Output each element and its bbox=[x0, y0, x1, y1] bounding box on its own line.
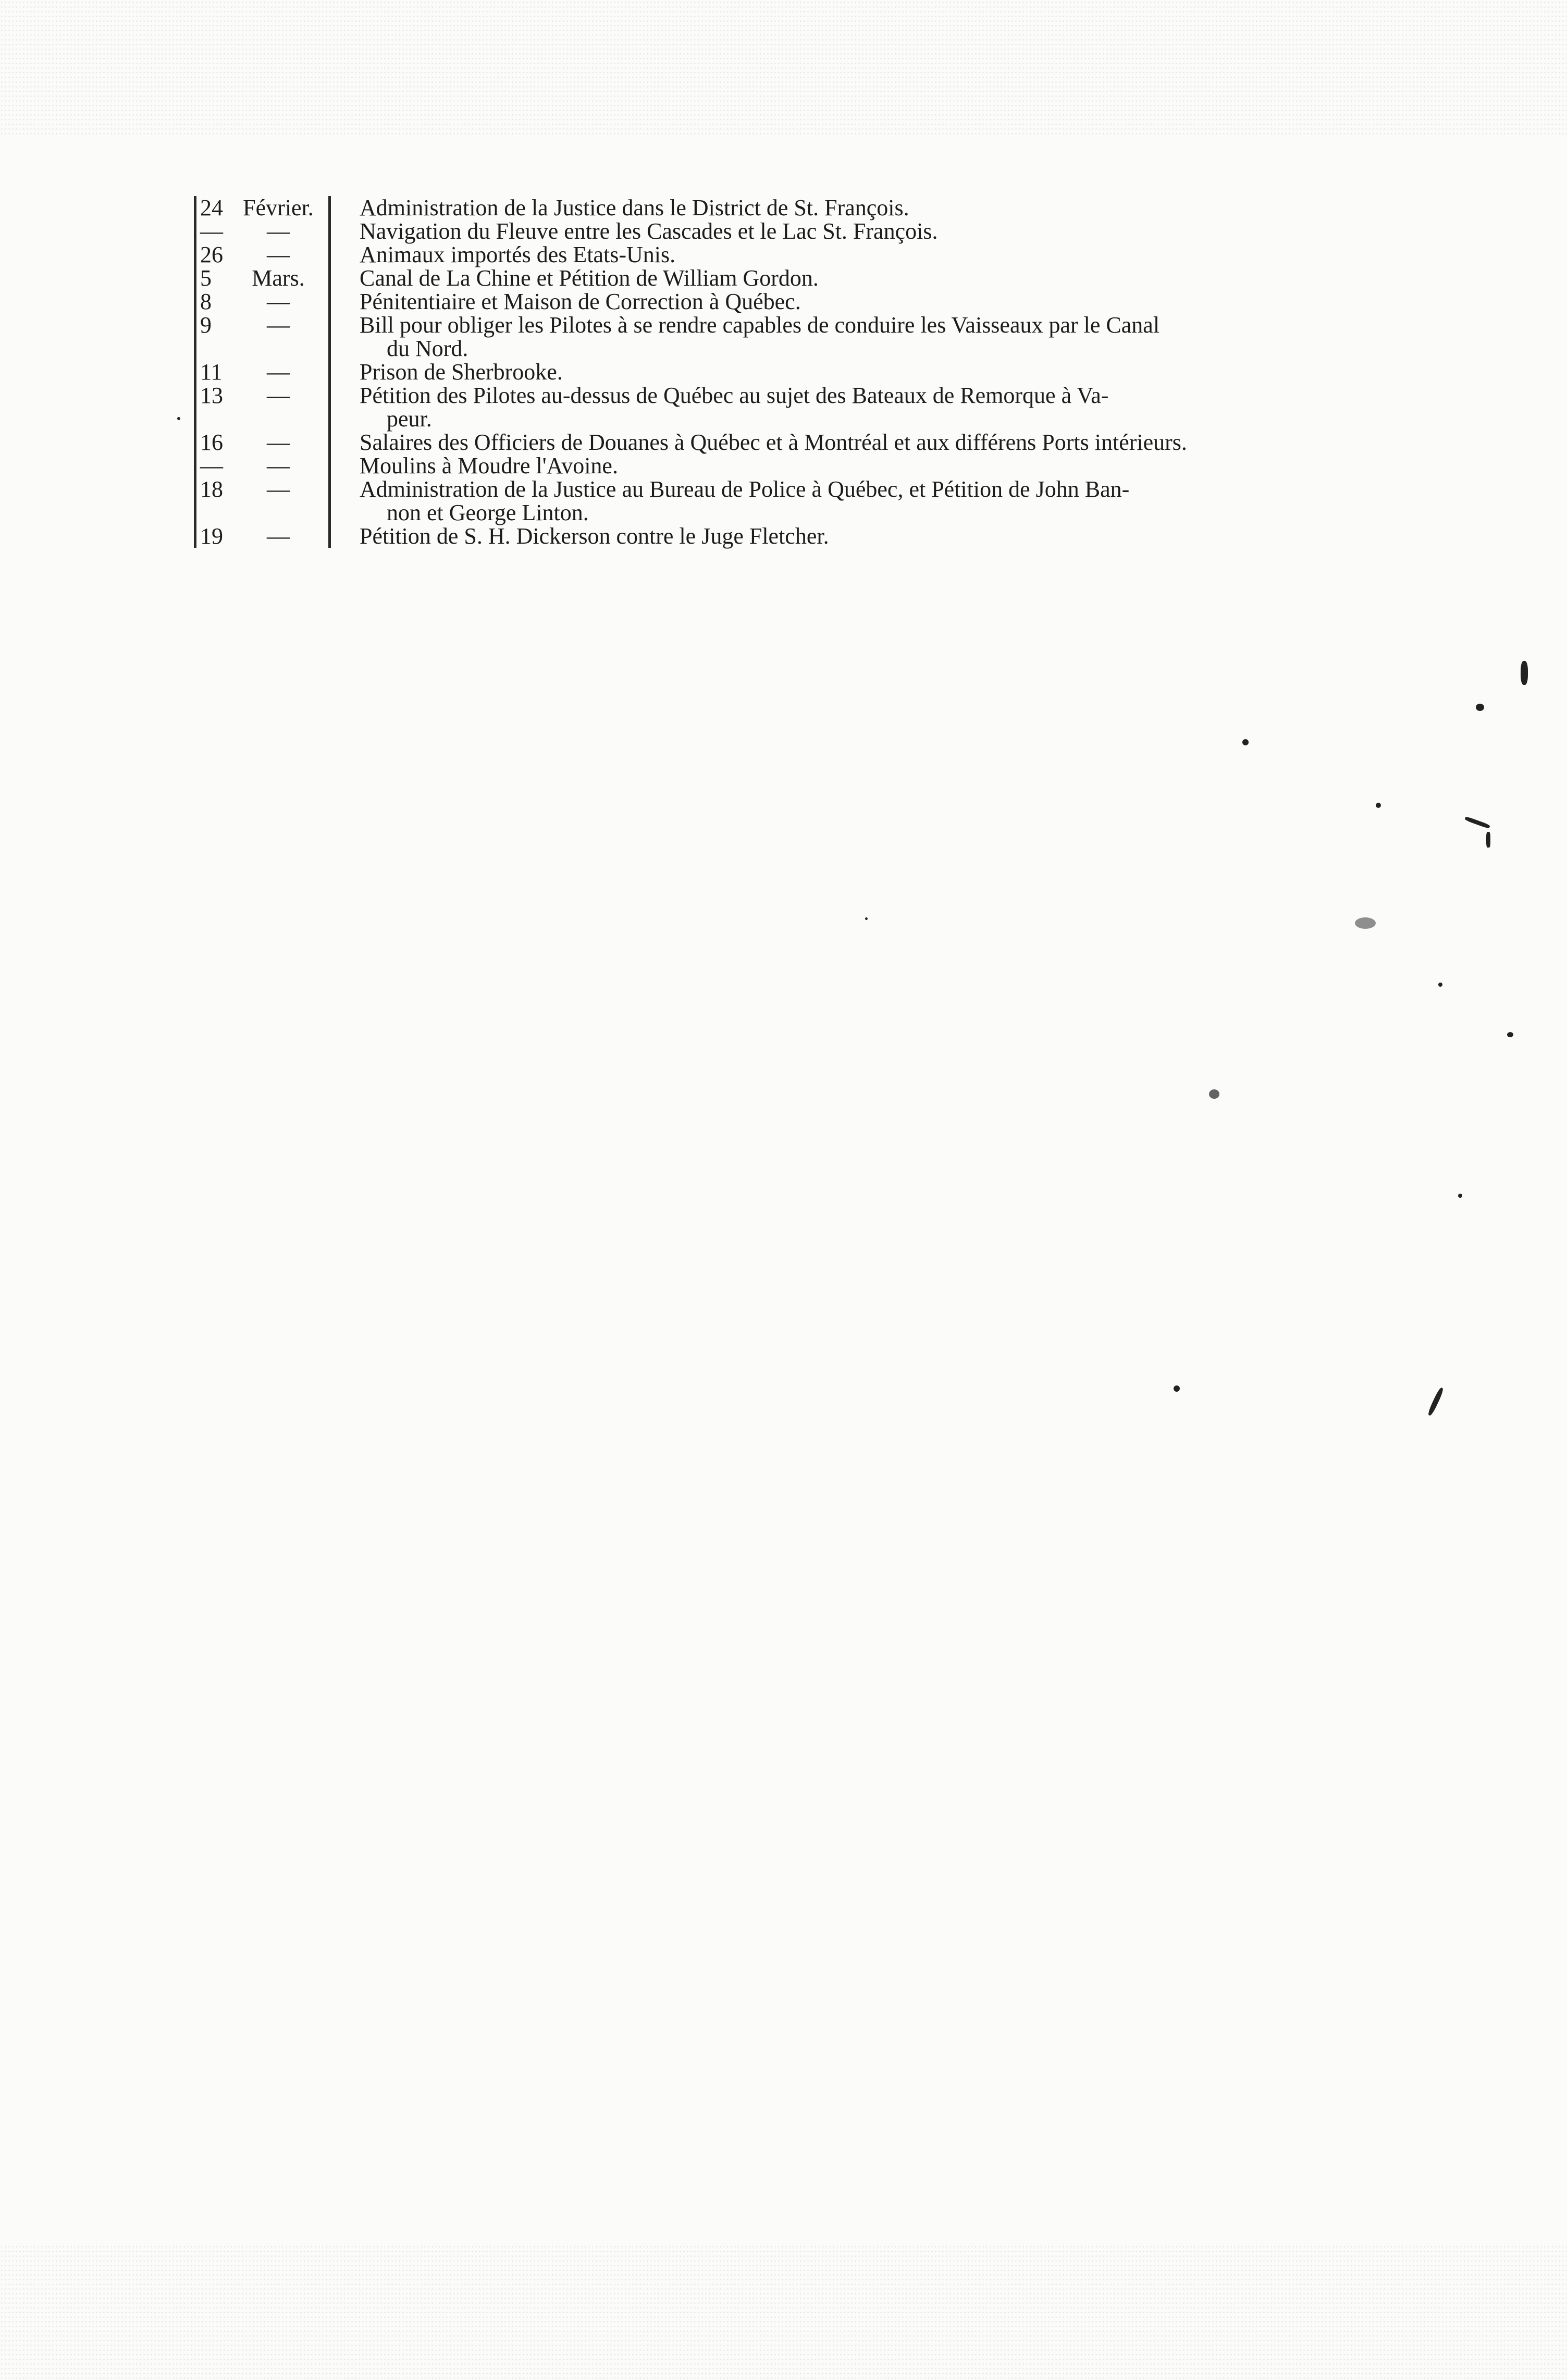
index-row bbox=[194, 290, 1304, 313]
left-rule bbox=[194, 290, 196, 313]
left-rule bbox=[194, 477, 196, 524]
month: Mars. bbox=[252, 265, 305, 291]
month: — bbox=[267, 383, 290, 408]
ink-speck bbox=[1464, 816, 1490, 829]
left-rule bbox=[194, 524, 196, 548]
date-cell bbox=[194, 384, 328, 407]
date-cell bbox=[194, 290, 328, 313]
ink-speck bbox=[1486, 832, 1490, 848]
month: — bbox=[267, 218, 290, 244]
subject-continuation: du Nord. bbox=[387, 336, 468, 361]
index-row bbox=[194, 219, 1304, 243]
ink-speck bbox=[1427, 1387, 1445, 1417]
day: 18 bbox=[200, 476, 223, 502]
ink-speck bbox=[1507, 1032, 1513, 1037]
date-cell bbox=[194, 524, 328, 548]
day: 11 bbox=[200, 359, 223, 385]
index-table bbox=[194, 196, 1304, 548]
subject-text: Administration de la Justice au Bureau de Police à Québec, et Pétition de John Ban- bbox=[360, 476, 1130, 502]
month: — bbox=[267, 430, 290, 455]
column-rule bbox=[328, 266, 331, 290]
column-rule bbox=[328, 243, 331, 266]
date-cell bbox=[194, 196, 328, 219]
month: — bbox=[267, 523, 290, 549]
subject: Moulins à Moudre l'Avoine. bbox=[360, 453, 618, 479]
day: 8 bbox=[200, 289, 212, 314]
subject: Salaires des Officiers de Douanes à Québec et à Montréal et aux différens Ports intérieurs. bbox=[360, 430, 1187, 455]
subject: Pétition de S. H. Dickerson contre le Juge Fletcher. bbox=[360, 523, 829, 549]
subject: Canal de La Chine et Pétition de William Gordon. bbox=[360, 265, 819, 291]
left-rule bbox=[194, 384, 196, 431]
month: — bbox=[267, 312, 290, 338]
day: 13 bbox=[200, 383, 223, 408]
column-rule bbox=[328, 290, 331, 313]
column-rule bbox=[328, 384, 331, 431]
index-row bbox=[194, 524, 1304, 548]
subject: Navigation du Fleuve entre les Cascades et le Lac St. François. bbox=[360, 218, 938, 244]
subject-text: Pétition des Pilotes au-dessus de Québec au sujet des Bateaux de Remorque à Va- bbox=[360, 383, 1109, 408]
left-rule bbox=[194, 454, 196, 477]
index-row bbox=[194, 360, 1304, 384]
subject-continuation: non et George Linton. bbox=[387, 500, 589, 525]
month: — bbox=[267, 289, 290, 314]
column-rule bbox=[328, 219, 331, 243]
subject bbox=[328, 477, 1304, 524]
month: — bbox=[267, 476, 290, 502]
ink-speck bbox=[1458, 1194, 1462, 1198]
date-cell bbox=[194, 313, 328, 337]
index-row bbox=[194, 196, 1304, 219]
column-rule bbox=[328, 431, 331, 454]
subject-continuation: peur. bbox=[387, 406, 432, 432]
date-cell bbox=[194, 243, 328, 266]
column-rule bbox=[328, 477, 331, 524]
day: 24 bbox=[200, 195, 223, 220]
scan-noise-top bbox=[0, 0, 1567, 136]
left-rule bbox=[194, 360, 196, 384]
day: 16 bbox=[200, 430, 223, 455]
subject: Administration de la Justice dans le District de St. François. bbox=[360, 195, 909, 220]
day: 5 bbox=[200, 265, 212, 291]
column-rule bbox=[328, 524, 331, 548]
left-rule bbox=[194, 243, 196, 266]
left-rule bbox=[194, 431, 196, 454]
date-cell bbox=[194, 360, 328, 384]
day: — bbox=[200, 453, 223, 479]
day: 26 bbox=[200, 242, 223, 267]
subject: Prison de Sherbrooke. bbox=[360, 359, 563, 385]
subject bbox=[328, 313, 1304, 360]
column-rule bbox=[328, 454, 331, 477]
date-cell bbox=[194, 477, 328, 501]
column-rule bbox=[328, 196, 331, 219]
index-row bbox=[194, 243, 1304, 266]
ink-speck bbox=[177, 417, 180, 420]
subject: Animaux importés des Etats-Unis. bbox=[360, 242, 676, 267]
ink-speck bbox=[1355, 917, 1376, 929]
ink-speck bbox=[1209, 1089, 1219, 1099]
date-cell bbox=[194, 266, 328, 290]
ink-speck bbox=[1476, 704, 1484, 711]
ink-speck bbox=[1174, 1385, 1180, 1392]
index-row bbox=[194, 266, 1304, 290]
date-cell bbox=[194, 219, 328, 243]
ink-speck bbox=[865, 917, 868, 920]
month: — bbox=[267, 453, 290, 479]
left-rule bbox=[194, 219, 196, 243]
index-row bbox=[194, 313, 1304, 360]
subject bbox=[328, 384, 1304, 431]
column-rule bbox=[328, 313, 331, 360]
index-row bbox=[194, 384, 1304, 431]
date-cell bbox=[194, 454, 328, 477]
left-rule bbox=[194, 196, 196, 219]
index-row bbox=[194, 431, 1304, 454]
ink-speck bbox=[1242, 739, 1249, 745]
day: — bbox=[200, 218, 223, 244]
column-rule bbox=[328, 360, 331, 384]
ink-speck bbox=[1376, 803, 1381, 808]
left-rule bbox=[194, 266, 196, 290]
ink-speck bbox=[1521, 661, 1528, 685]
day: 19 bbox=[200, 523, 223, 549]
month: — bbox=[267, 242, 290, 267]
month: Février. bbox=[243, 195, 314, 220]
month: — bbox=[267, 359, 290, 385]
subject-text: Bill pour obliger les Pilotes à se rendre capables de conduire les Vaisseaux par le Canal bbox=[360, 312, 1160, 338]
index-row bbox=[194, 477, 1304, 524]
subject: Pénitentiaire et Maison de Correction à Québec. bbox=[360, 289, 801, 314]
date-cell bbox=[194, 431, 328, 454]
left-rule bbox=[194, 313, 196, 360]
day: 9 bbox=[200, 312, 212, 338]
scan-noise-bottom bbox=[0, 2244, 1567, 2380]
ink-speck bbox=[1438, 983, 1442, 987]
index-row bbox=[194, 454, 1304, 477]
